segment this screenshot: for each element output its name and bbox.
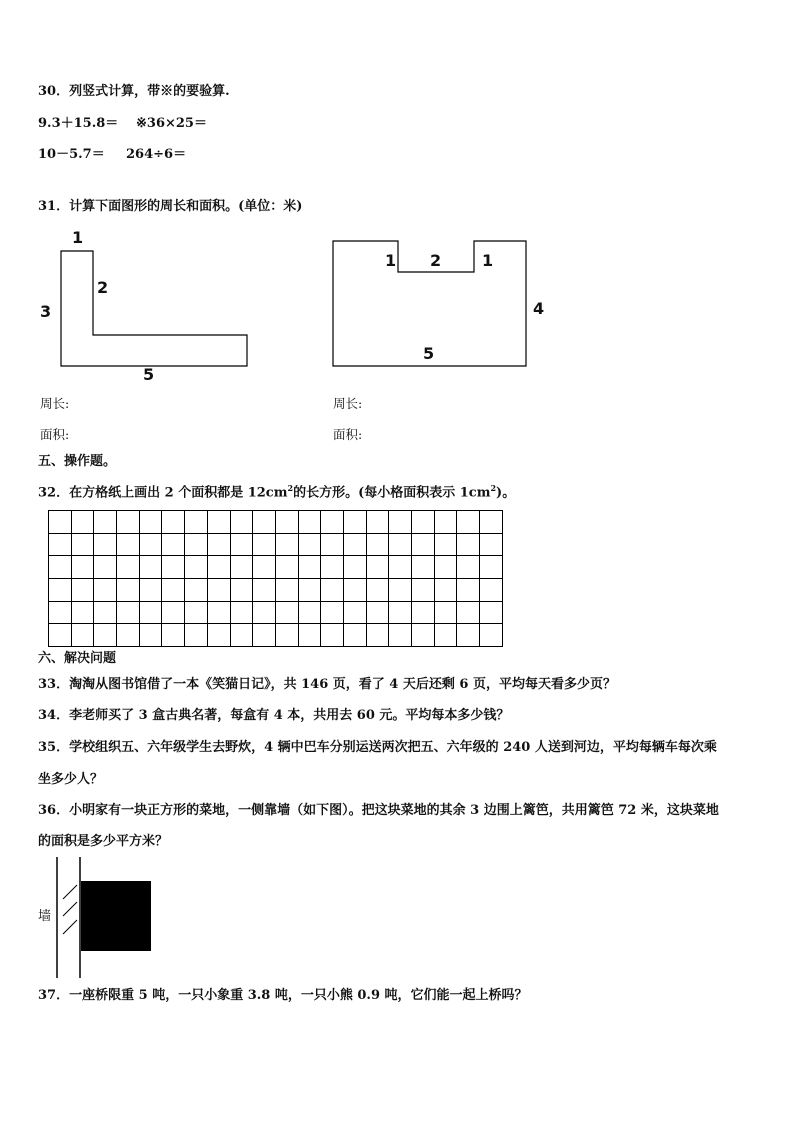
grid-cell xyxy=(72,534,95,557)
grid-cell xyxy=(94,511,117,534)
fig1-bottom-label: 5 xyxy=(143,365,155,384)
grid-cell xyxy=(389,579,412,602)
q30-title: 30．列竖式计算，带※的要验算. xyxy=(38,84,230,99)
q36-line-2: 的面积是多少平方米？ xyxy=(38,834,169,849)
grid-cell xyxy=(344,534,367,557)
grid-cell xyxy=(435,602,458,625)
grid-cell xyxy=(321,534,344,557)
grid-cell xyxy=(412,534,435,557)
grid-cell xyxy=(389,602,412,625)
grid-cell xyxy=(367,579,390,602)
section-6-heading: 六、解决问题 xyxy=(38,651,117,666)
grid-cell xyxy=(117,624,140,647)
grid-cell xyxy=(367,556,390,579)
fig2-right-label: 4 xyxy=(533,299,545,318)
grid-cell xyxy=(321,624,344,647)
grid-cell xyxy=(162,556,185,579)
grid-cell xyxy=(208,624,231,647)
grid-cell xyxy=(299,624,322,647)
grid-cell xyxy=(117,534,140,557)
grid-cell xyxy=(253,602,276,625)
grid-cell xyxy=(231,534,254,557)
grid-cell xyxy=(185,602,208,625)
grid-cell xyxy=(140,624,163,647)
grid-cell xyxy=(49,624,72,647)
grid-cell xyxy=(435,556,458,579)
grid-cell xyxy=(162,602,185,625)
grid-cell xyxy=(299,579,322,602)
grid-cell xyxy=(72,602,95,625)
grid-cell xyxy=(344,511,367,534)
grid-cell xyxy=(344,579,367,602)
fig1-inner-label: 2 xyxy=(97,278,109,297)
grid-cell xyxy=(321,602,344,625)
grid-cell xyxy=(185,534,208,557)
grid-cell xyxy=(253,511,276,534)
q31-title: 31．计算下面图形的周长和面积。(单位：米) xyxy=(38,199,303,214)
grid-cell xyxy=(276,511,299,534)
grid-cell xyxy=(253,556,276,579)
grid-cell xyxy=(367,624,390,647)
grid-cell xyxy=(117,556,140,579)
grid-cell xyxy=(276,534,299,557)
section-5-heading: 五、操作题。 xyxy=(38,454,117,469)
grid-cell xyxy=(276,602,299,625)
grid-cell xyxy=(480,602,503,625)
grid-cell xyxy=(412,602,435,625)
grid-cell xyxy=(49,556,72,579)
grid-cell xyxy=(72,556,95,579)
grid-cell xyxy=(208,534,231,557)
grid-cell xyxy=(72,624,95,647)
fig1-perimeter-label: 周长: xyxy=(40,396,70,411)
grid-cell xyxy=(367,534,390,557)
grid-cell xyxy=(457,624,480,647)
grid-cell xyxy=(276,556,299,579)
grid-cell xyxy=(457,511,480,534)
grid-cell xyxy=(94,579,117,602)
grid-cell xyxy=(231,579,254,602)
grid-cell xyxy=(208,556,231,579)
q36-line-1: 36．小明家有一块正方形的菜地，一侧靠墙（如下图）。把这块菜地的其余 3 边围上篱笆，共用篱笆 72 米，这块菜地 xyxy=(38,803,719,818)
q30-expr-3: 10－5.7＝ xyxy=(38,147,105,162)
grid-cell xyxy=(344,624,367,647)
grid-cell xyxy=(480,624,503,647)
grid-cell xyxy=(299,556,322,579)
q33-text: 33．淘淘从图书馆借了一本《笑猫日记》，共 146 页，看了 4 天后还剩 6 页，平均每天看多少页？ xyxy=(38,677,616,692)
fig2-bottom-label: 5 xyxy=(423,344,435,363)
grid-cell xyxy=(94,556,117,579)
grid-cell xyxy=(185,624,208,647)
grid-cell xyxy=(389,534,412,557)
grid-cell xyxy=(435,624,458,647)
q30-expr-2: ※36×25＝ xyxy=(136,116,207,131)
grid-cell xyxy=(49,534,72,557)
grid-cell xyxy=(117,511,140,534)
grid-cell xyxy=(412,624,435,647)
grid-cell xyxy=(299,534,322,557)
grid-cell xyxy=(117,602,140,625)
grid-cell xyxy=(412,511,435,534)
square-grid-paper xyxy=(48,510,503,647)
grid-cell xyxy=(457,579,480,602)
grid-cell xyxy=(389,556,412,579)
grid-cell xyxy=(412,579,435,602)
grid-cell xyxy=(185,511,208,534)
grid-cell xyxy=(321,556,344,579)
grid-cell xyxy=(140,556,163,579)
grid-cell xyxy=(321,511,344,534)
grid-cell xyxy=(435,534,458,557)
grid-cell xyxy=(344,602,367,625)
q37-text: 37．一座桥限重 5 吨，一只小象重 3.8 吨，一只小熊 0.9 吨，它们能一起上桥吗？ xyxy=(38,988,528,1003)
fig2-notch-right-label: 1 xyxy=(482,251,494,270)
grid-cell xyxy=(231,624,254,647)
q34-text: 34．李老师买了 3 盒古典名著，每盒有 4 本，共用去 60 元。平均每本多少钱？ xyxy=(38,708,510,723)
fig2-perimeter-label: 周长: xyxy=(333,396,363,411)
grid-cell xyxy=(299,511,322,534)
q35-line-2: 坐多少人？ xyxy=(38,772,104,787)
grid-cell xyxy=(72,579,95,602)
grid-cell xyxy=(72,511,95,534)
grid-cell xyxy=(94,624,117,647)
grid-cell xyxy=(208,579,231,602)
grid-cell xyxy=(117,579,140,602)
q32-title: 32．在方格纸上画出 2 个面积都是 $12cm^2$的长方形。(每小格面积表示 $1cm^2$)。 xyxy=(38,483,516,501)
grid-cell xyxy=(185,556,208,579)
fig1-top-label: 1 xyxy=(72,228,84,247)
grid-cell xyxy=(253,534,276,557)
grid-cell xyxy=(299,602,322,625)
fig1-left-label: 3 xyxy=(40,302,52,321)
grid-cell xyxy=(457,556,480,579)
grid-cell xyxy=(389,624,412,647)
grid-cell xyxy=(94,534,117,557)
fig2-area-label: 面积: xyxy=(333,427,363,442)
grid-cell xyxy=(162,511,185,534)
grid-cell xyxy=(94,602,117,625)
grid-cell xyxy=(253,624,276,647)
wall-label: 墙 xyxy=(38,909,52,924)
grid-cell xyxy=(344,556,367,579)
fig2-notch-mid-label: 2 xyxy=(430,251,442,270)
grid-cell xyxy=(231,511,254,534)
q35-line-1: 35．学校组织五、六年级学生去野炊，4 辆中巴车分别运送两次把五、六年级的 240 人送到河边，平均每辆车每次乘 xyxy=(38,740,717,755)
grid-cell xyxy=(435,579,458,602)
grid-cell xyxy=(276,624,299,647)
grid-cell xyxy=(185,579,208,602)
grid-cell xyxy=(412,556,435,579)
grid-cell xyxy=(49,579,72,602)
grid-cell xyxy=(480,534,503,557)
grid-cell xyxy=(231,556,254,579)
fig1-area-label: 面积: xyxy=(40,427,70,442)
grid-cell xyxy=(140,511,163,534)
grid-cell xyxy=(162,624,185,647)
q30-expr-1: 9.3＋15.8＝ xyxy=(38,116,119,131)
grid-cell xyxy=(480,511,503,534)
grid-cell xyxy=(435,511,458,534)
grid-cell xyxy=(276,579,299,602)
grid-cell xyxy=(162,534,185,557)
grid-cell xyxy=(208,602,231,625)
grid-cell xyxy=(253,579,276,602)
fig2-notch-left-label: 1 xyxy=(385,251,397,270)
grid-cell xyxy=(231,602,254,625)
grid-cell xyxy=(208,511,231,534)
grid-cell xyxy=(321,579,344,602)
grid-cell xyxy=(480,556,503,579)
grid-cell xyxy=(367,602,390,625)
grid-cell xyxy=(457,602,480,625)
grid-cell xyxy=(140,579,163,602)
grid-cell xyxy=(162,579,185,602)
grid-cell xyxy=(457,534,480,557)
grid-cell xyxy=(140,602,163,625)
grid-cell xyxy=(389,511,412,534)
grid-cell xyxy=(49,511,72,534)
q30-expr-4: 264÷6＝ xyxy=(126,147,187,162)
grid-cell xyxy=(49,602,72,625)
grid-cell xyxy=(367,511,390,534)
grid-cell xyxy=(480,579,503,602)
grid-cell xyxy=(140,534,163,557)
